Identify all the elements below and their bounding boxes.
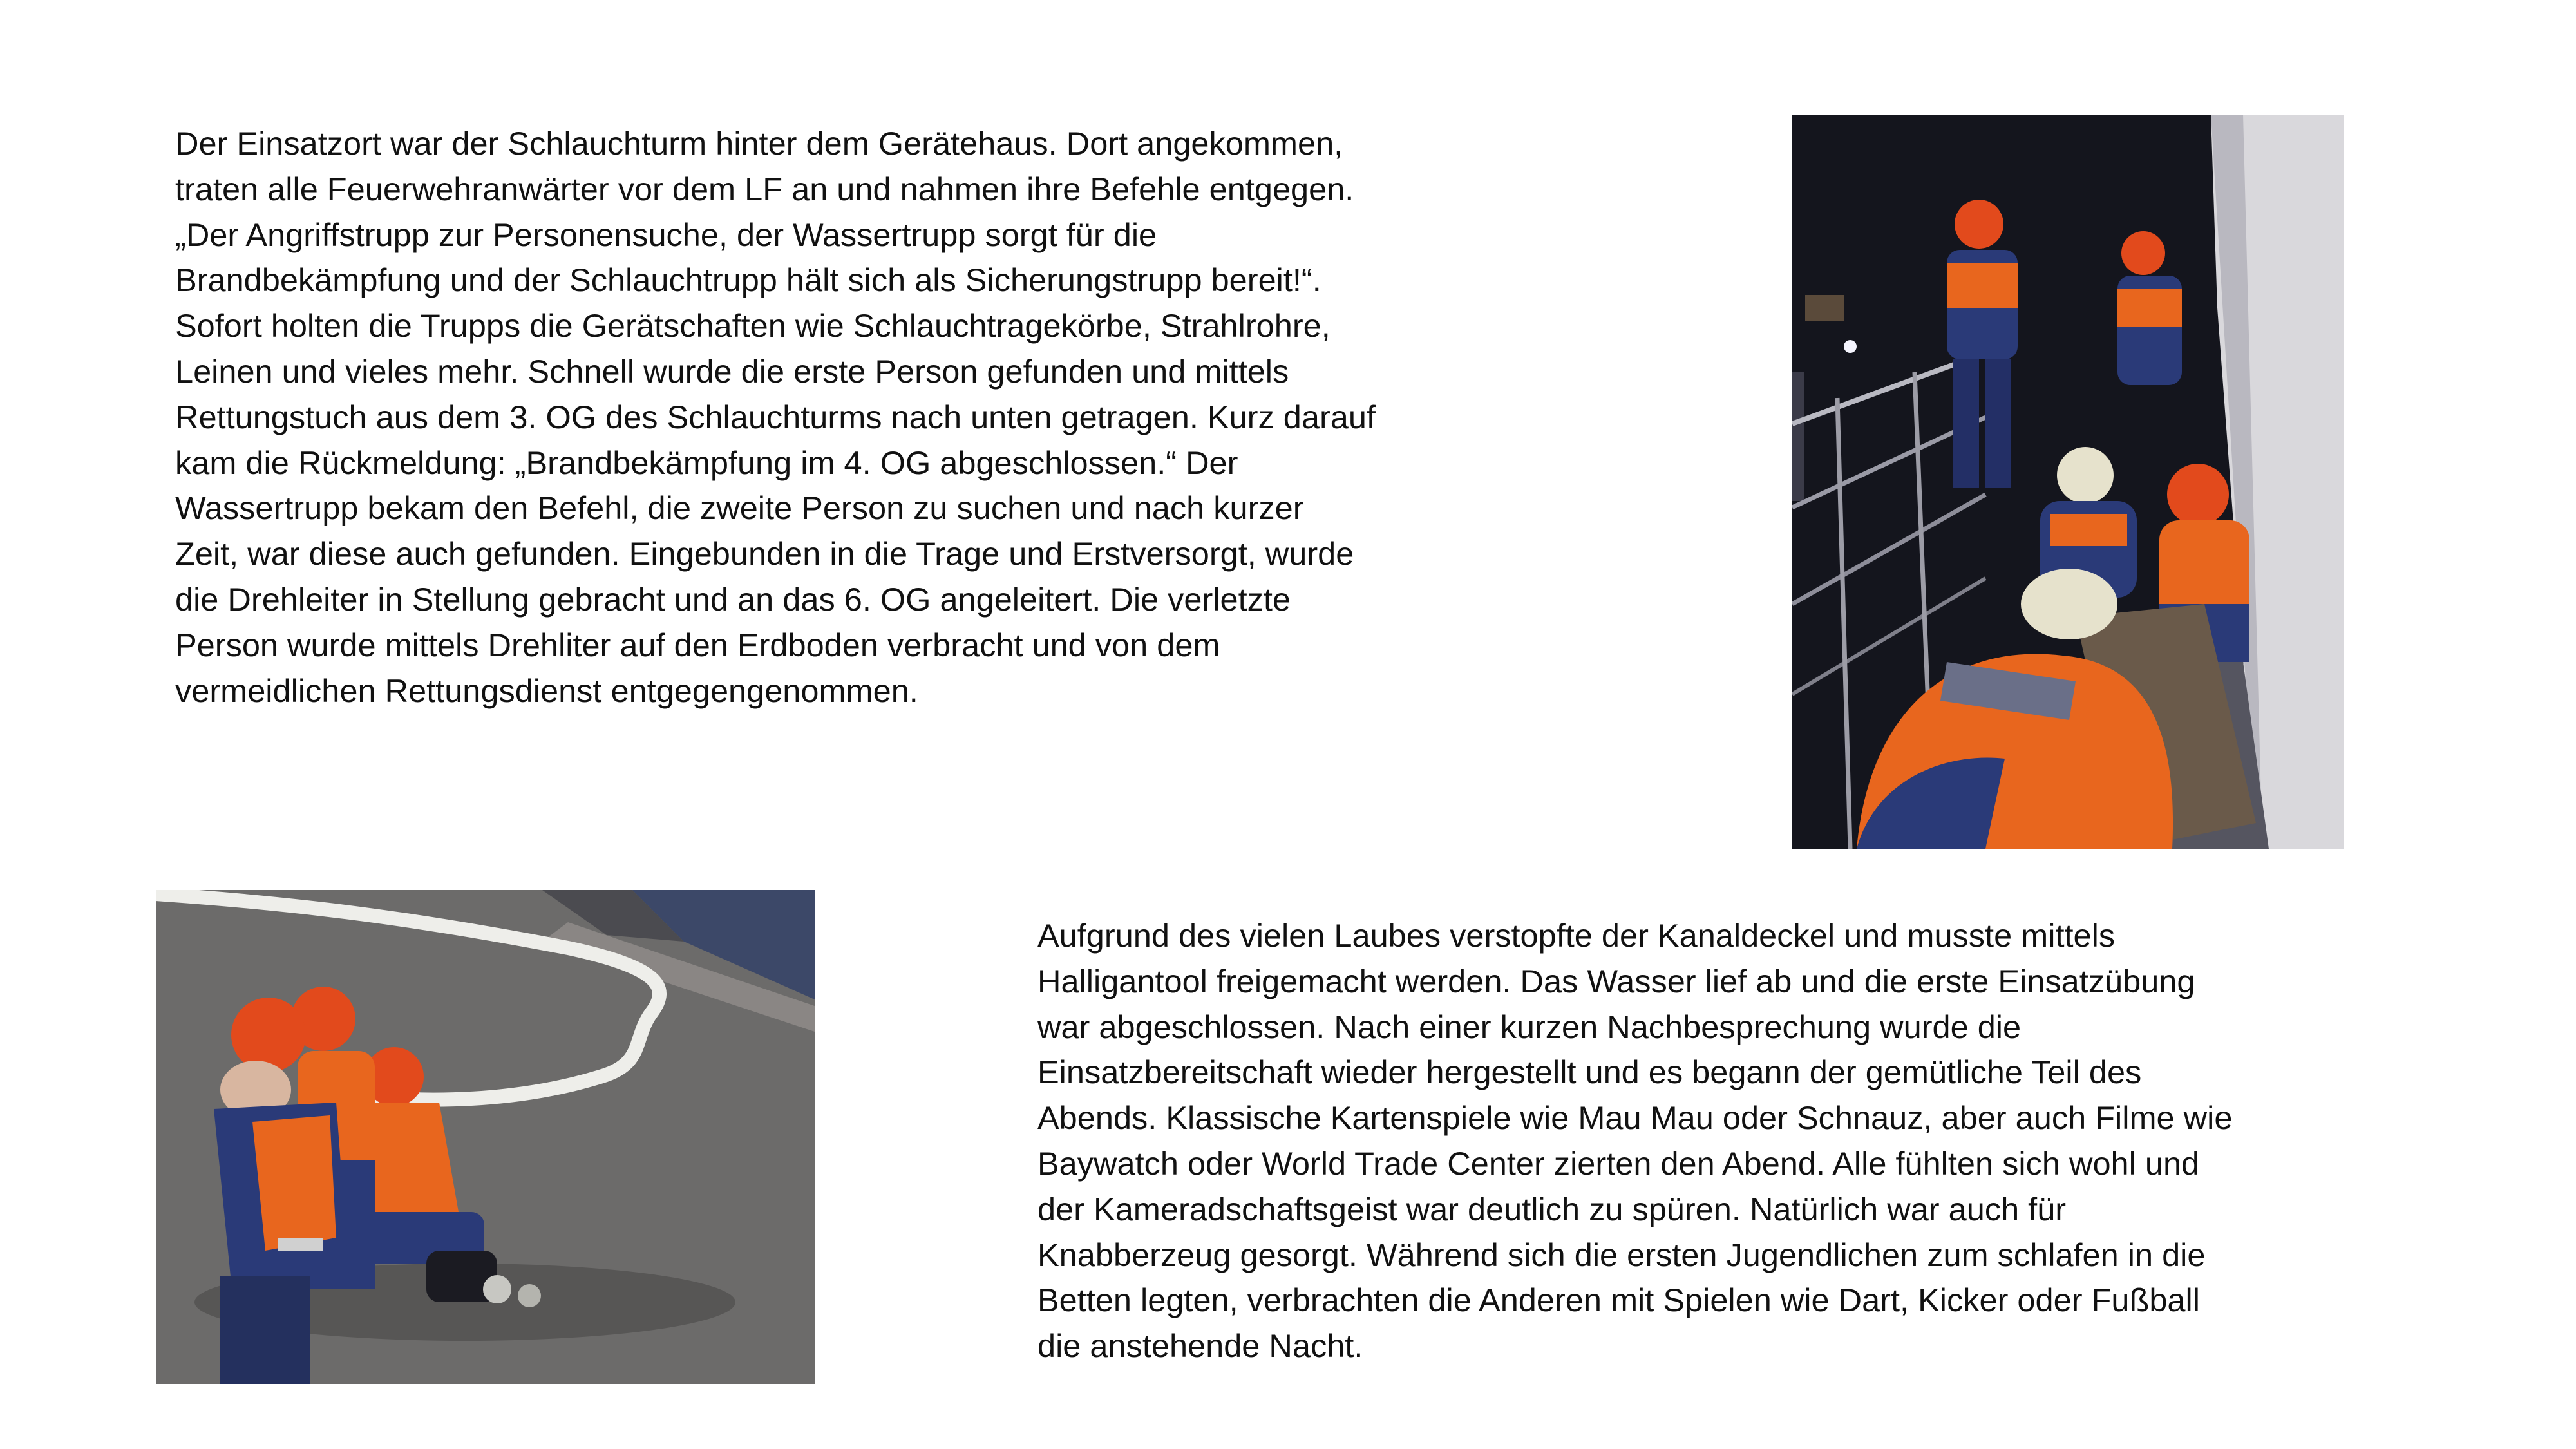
- text-line: Halligantool freigemacht werden. Das Wasser lief ab und die erste Einsatzübung: [1037, 962, 2195, 999]
- text-line: Zeit, war diese auch gefunden. Eingebunden in die Trage und Erstversorgt, wurde: [175, 535, 1354, 573]
- text-line: Person wurde mittels Drehliter auf den Erdboden verbracht und von dem: [175, 626, 1220, 663]
- paragraph-evening: [1037, 913, 2232, 1369]
- text-line: die anstehende Nacht.: [1037, 1327, 1363, 1365]
- text-line: Abends. Klassische Kartenspiele wie Mau Mau oder Schnauz, aber auch Filme wie: [1037, 1099, 2233, 1137]
- text-line: Baywatch oder World Trade Center zierten den Abend. Alle fühlten sich wohl und: [1037, 1144, 2200, 1182]
- text-line: der Kameradschaftsgeist war deutlich zu spüren. Natürlich war auch für: [1037, 1190, 2067, 1227]
- text-line: Leinen und vieles mehr. Schnell wurde die erste Person gefunden und mittels: [175, 352, 1289, 390]
- photo-tower-rescue: [1792, 115, 2344, 849]
- text-line: traten alle Feuerwehranwärter vor dem LF an und nahmen ihre Befehle entgegen.: [175, 170, 1354, 207]
- text-line: „Der Angriffstrupp zur Personensuche, der Wassertrupp sorgt für die: [175, 216, 1157, 253]
- text-line: Sofort holten die Trupps die Gerätschaften wie Schlauchtragekörbe, Strahlrohre,: [175, 307, 1331, 345]
- text-line: war abgeschlossen. Nach einer kurzen Nachbesprechung wurde die: [1037, 1008, 2022, 1045]
- text-line: vermeidlichen Rettungsdienst entgegengenommen.: [175, 672, 918, 709]
- text-line: Knabberzeug gesorgt. Während sich die ersten Jugendlichen zum schlafen in die: [1037, 1236, 2206, 1273]
- photo-hose-trainees: [156, 890, 815, 1384]
- text-line: Einsatzbereitschaft wieder hergestellt und es begann der gemütliche Teil des: [1037, 1054, 2142, 1091]
- text-line: kam die Rückmeldung: „Brandbekämpfung im 4. OG abgeschlossen.“ Der: [175, 444, 1238, 481]
- text-line: Betten legten, verbrachten die Anderen mit Spielen wie Dart, Kicker oder Fußball: [1037, 1282, 2200, 1319]
- text-line: die Drehleiter in Stellung gebracht und an das 6. OG angeleitert. Die verletzte: [175, 580, 1291, 618]
- text-line: Brandbekämpfung und der Schlauchtrupp hält sich als Sicherungstrupp bereit!“.: [175, 261, 1321, 299]
- paragraph-exercise-rescue: [175, 121, 1376, 714]
- text-line: Wassertrupp bekam den Befehl, die zweite Person zu suchen und nach kurzer: [175, 489, 1304, 527]
- text-line: Der Einsatzort war der Schlauchturm hinter dem Gerätehaus. Dort angekommen,: [175, 125, 1343, 162]
- text-line: Rettungstuch aus dem 3. OG des Schlauchturms nach unten getragen. Kurz darauf: [175, 398, 1376, 435]
- text-line: Aufgrund des vielen Laubes verstopfte der Kanaldeckel und musste mittels: [1037, 917, 2116, 954]
